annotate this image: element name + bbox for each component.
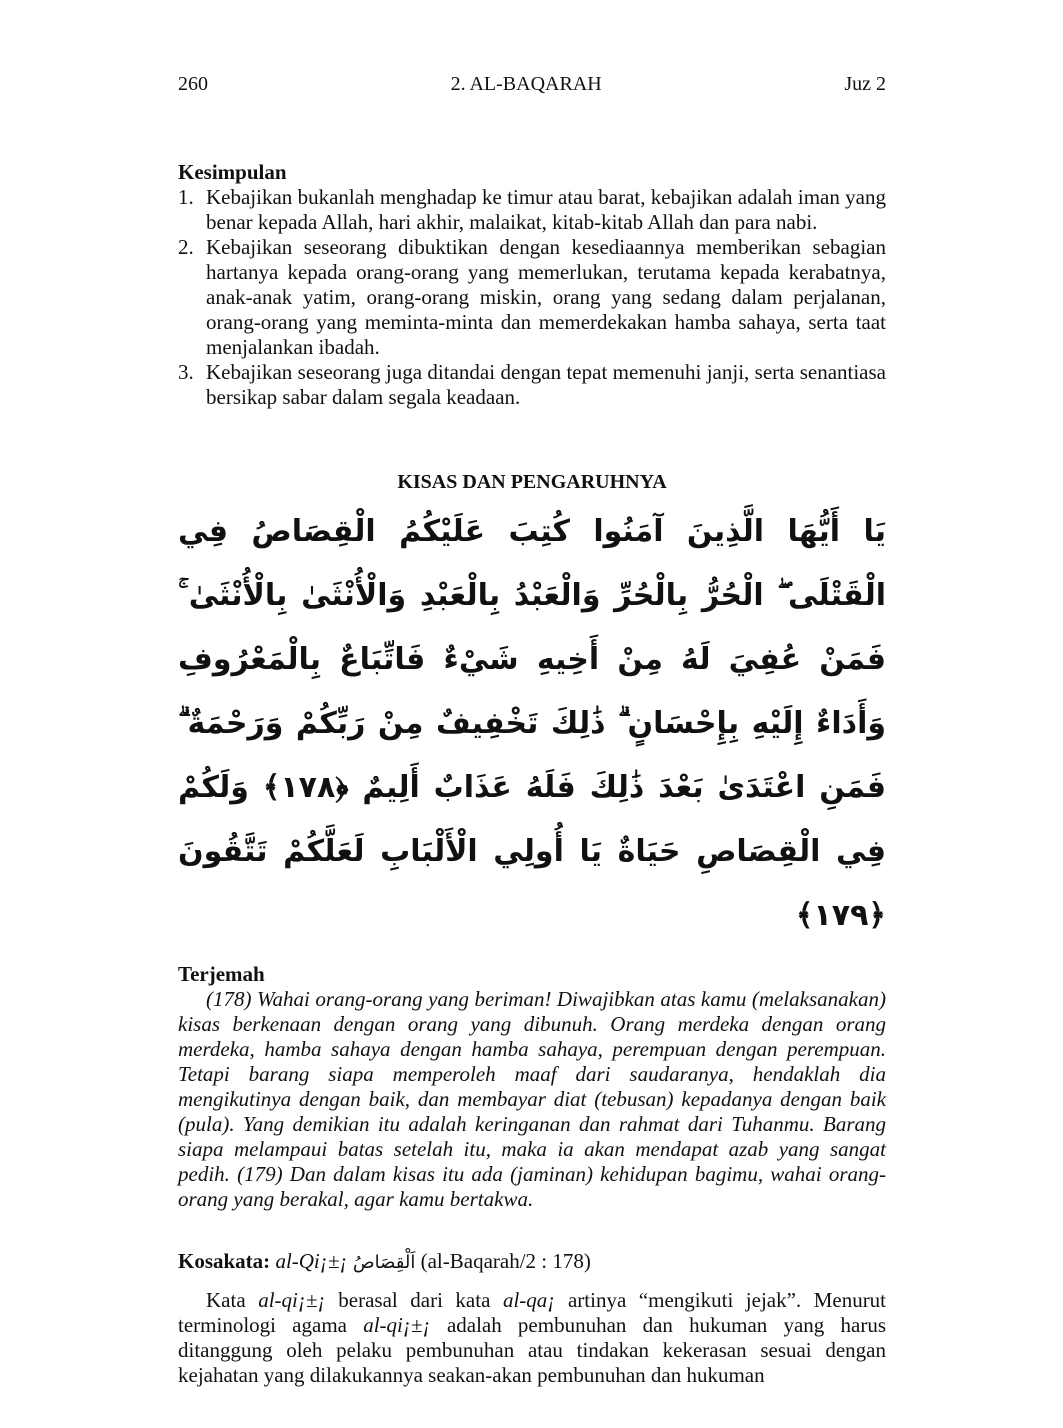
term: al-qa¡ [502,1288,556,1312]
arabic-verses: يَا أَيُّهَا الَّذِينَ آمَنُوا كُتِبَ عَلَيْكُمُ الْقِصَاصُ فِي الْقَتْلَى ۖ الْحُرُّ بِالْحُرِّ وَالْعَبْدُ بِالْعَبْدِ وَالْأُنْثَىٰ بِالْأُنْثَىٰ ۚ فَمَنْ عُفِيَ لَهُ مِنْ أَخِيهِ شَيْءٌ فَاتِّبَاعٌ بِالْمَعْرُوفِ وَأَدَاءٌ إِلَيْهِ بِإِحْسَانٍ ۗ ذَٰلِكَ تَخْفِيفٌ مِنْ رَبِّكُمْ وَرَحْمَةٌ ۗ فَمَنِ اعْتَدَىٰ بَعْدَ ذَٰلِكَ فَلَهُ عَذَابٌ أَلِيمٌ ﴿١٧٨﴾ وَلَكُمْ فِي الْقِصَاصِ حَيَاةٌ يَا أُولِي الْأَلْبَابِ لَعَلَّكُمْ تَتَّقُونَ ﴿١٧٩﴾ [178,514,886,933]
document-page [178,0,886,1428]
kesimpulan-heading: Kesimpulan [178,160,287,184]
list-item [178,360,886,410]
page-header [178,72,886,96]
text: berasal dari kata [338,1288,491,1312]
item-text: Kebajikan seseorang dibuktikan dengan kesediaannya memberikan sebagian hartanya kepada orang-orang yang memerlukan, terutama kepada kerabatnya, anak-anak yatim, orang-orang miskin, orang yang sedang dalam perjalanan, orang-orang yang meminta-minta dan memerdekakan hamba sahaya, serta taat menjalankan ibadah. [206,235,886,359]
item-number: 3. [178,360,194,384]
section-title: KISAS DAN PENGARUHNYA [397,471,667,493]
chapter-title: 2. AL-BAQARAH [450,73,602,95]
terjemah-section [178,962,886,1212]
kosakata-term: al-Qi¡±¡ [275,1249,348,1273]
kesimpulan-section [178,160,886,410]
kosakata-paragraph [178,1288,886,1388]
translation-text: (178) Wahai orang-orang yang beriman! Diwajibkan atas kamu (melaksanakan) kisas berkenaan dengan orang yang dibunuh. Orang merdeka dengan orang merdeka, hamba sahaya dengan hamba sahaya, perempuan dengan perempuan. Tetapi barang siapa memperoleh maaf dari saudaranya, hendaklah dia mengikutinya dengan baik, dan membayar diat (tebusan) kepadanya dengan baik (pula). Yang demikian itu adalah keringanan dan rahmat dari Tuhanmu. Barang siapa melampaui batas setelah itu, maka ia akan mendapat azab yang sangat pedih. (179) Dan dalam kisas itu ada (jaminan) kehidupan bagimu, wahai orang-orang yang berakal, agar kamu bertakwa. [178,987,886,1211]
page-number: 260 [178,73,208,95]
terjemah-heading: Terjemah [178,962,265,986]
text: artinya “mengikuti jejak”. Menurut terminologi agama [178,1288,887,1337]
kosakata-label: Kosakata: [178,1249,271,1273]
item-number: 2. [178,235,194,259]
kosakata-arabic: اَلْقِصَاصُ [352,1252,416,1273]
kosakata-line [178,1246,886,1278]
term: al-qi¡±¡ [258,1288,326,1312]
item-text: Kebajikan bukanlah menghadap ke timur atau barat, kebajikan adalah iman yang benar kepada Allah, hari akhir, malaikat, kitab-kitab Allah dan para nabi. [206,185,886,234]
item-text: Kebajikan seseorang juga ditandai dengan tepat memenuhi janji, serta senantiasa bersikap sabar dalam segala keadaan. [206,360,886,409]
kosakata-section [178,1246,886,1388]
text: adalah pembunuhan dan hukuman yang harus ditanggung oleh pelaku pembunuhan atau tindakan kekerasan sesuai dengan kejahatan yang dilakukannya seakan-akan pembunuhan dan hukuman [178,1313,886,1387]
text: Kata [206,1288,246,1312]
term: al-qi¡±¡ [363,1313,431,1337]
list-item [178,185,886,235]
kosakata-ref: (al-Baqarah/2 : 178) [420,1249,591,1273]
item-number: 1. [178,185,194,209]
juz-label: Juz 2 [844,73,886,95]
list-item [178,235,886,360]
